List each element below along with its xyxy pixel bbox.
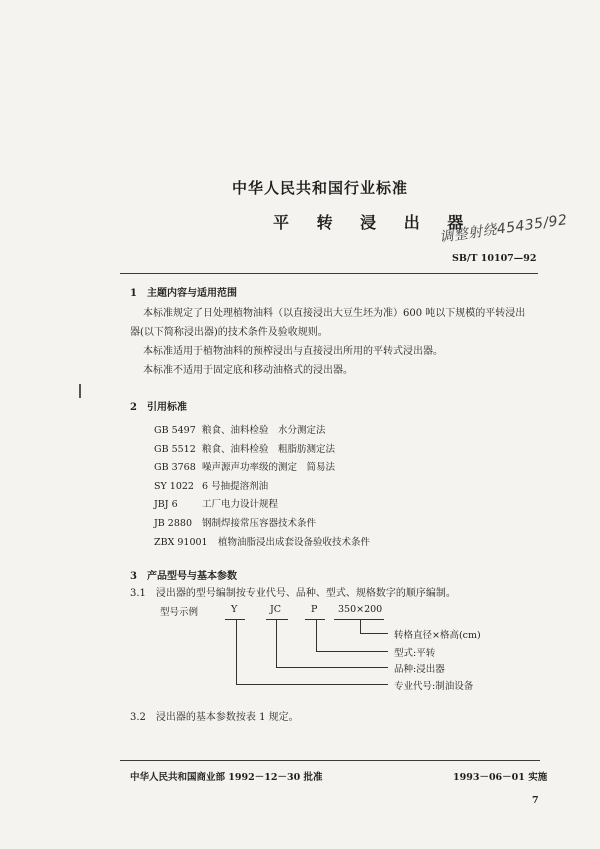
leader-specialty-h xyxy=(236,684,388,685)
reference-code: JBJ 6 xyxy=(154,499,178,510)
margin-mark xyxy=(79,384,81,398)
underline-spec xyxy=(334,619,384,620)
model-part-spec: 350×200 xyxy=(338,604,383,615)
section-1-para-3: 本标准不适用于固定底和移动油格式的浸出器。 xyxy=(143,365,353,376)
model-part-specialty: Y xyxy=(231,604,238,615)
leader-variety xyxy=(276,619,277,667)
model-part-type: P xyxy=(311,604,318,615)
reference-code: GB 3768 xyxy=(154,462,196,473)
reference-title: 粮食、油料检验 水分测定法 xyxy=(202,425,326,436)
reference-title: 6 号抽提溶剂油 xyxy=(202,481,269,492)
reference-item xyxy=(154,534,370,548)
reference-code: GB 5512 xyxy=(154,444,196,455)
issuer: 中华人民共和国商业部 1992－12－30 批准 xyxy=(130,772,323,783)
reference-item xyxy=(154,459,335,473)
reference-code: JB 2880 xyxy=(154,518,192,529)
legend-variety: 品种:浸出器 xyxy=(394,664,445,675)
reference-title: 工厂电力设计规程 xyxy=(202,499,279,510)
leader-variety-h xyxy=(276,667,388,668)
reference-item xyxy=(154,496,278,510)
legend-specialty: 专业代号:制油设备 xyxy=(394,681,474,692)
standard-type: 中华人民共和国行业标准 xyxy=(232,179,409,197)
section-3-heading: 3 产品型号与基本参数 xyxy=(130,571,237,582)
leader-spec xyxy=(360,619,361,633)
reference-item xyxy=(154,422,326,436)
leader-type-h xyxy=(316,651,388,652)
underline-specialty xyxy=(225,619,245,620)
footer-rule xyxy=(120,760,540,761)
header-rule xyxy=(120,273,538,274)
section-1-para-1-line-2: 器(以下简称浸出器)的技术条件及验收规则。 xyxy=(130,327,328,338)
underline-type xyxy=(305,619,325,620)
reference-item xyxy=(154,515,316,529)
reference-code: SY 1022 xyxy=(154,481,194,492)
reference-item xyxy=(154,441,335,455)
reference-code: ZBX 91001 xyxy=(154,537,208,548)
page-number: 7 xyxy=(532,795,539,806)
reference-code: GB 5497 xyxy=(154,425,196,436)
document-title: 平 转 浸 出 器 xyxy=(273,213,475,232)
section-1-para-2: 本标准适用于植物油料的预榨浸出与直接浸出所用的平转式浸出器。 xyxy=(143,346,443,357)
reference-title: 粮食、油料检验 粗脂肪测定法 xyxy=(202,444,336,455)
leader-type xyxy=(316,619,317,651)
reference-title: 钢制焊接常压容器技术条件 xyxy=(202,518,317,529)
section-2-heading: 2 引用标准 xyxy=(130,402,187,413)
leader-spec-h xyxy=(360,633,388,634)
legend-spec: 转格直径×格高(cm) xyxy=(394,630,481,641)
model-example-label: 型号示例 xyxy=(160,607,199,618)
model-part-variety: JC xyxy=(270,604,282,615)
legend-type: 型式:平转 xyxy=(394,648,436,659)
standard-code: SB/T 10107—92 xyxy=(452,253,537,264)
section-1-para-1-line-1: 本标准规定了日处理植物油料（以直接浸出大豆生坯为准）600 吨以下规模的平转浸出 xyxy=(143,308,526,319)
underline-variety xyxy=(266,619,288,620)
reference-item xyxy=(154,478,268,492)
handwritten-note: 调整射绕45435/92 xyxy=(438,212,569,246)
reference-title: 噪声源声功率级的测定 简易法 xyxy=(202,462,336,473)
reference-title: 植物油脂浸出成套设备验收技术条件 xyxy=(218,537,371,548)
clause-3-1: 3.1 浸出器的型号编制按专业代号、品种、型式、规格数字的顺序编制。 xyxy=(130,588,456,599)
section-1-heading: 1 主题内容与适用范围 xyxy=(130,288,237,299)
effective-date: 1993－06－01 实施 xyxy=(453,772,548,783)
clause-3-2: 3.2 浸出器的基本参数按表 1 规定。 xyxy=(130,712,299,723)
leader-specialty xyxy=(236,619,237,684)
